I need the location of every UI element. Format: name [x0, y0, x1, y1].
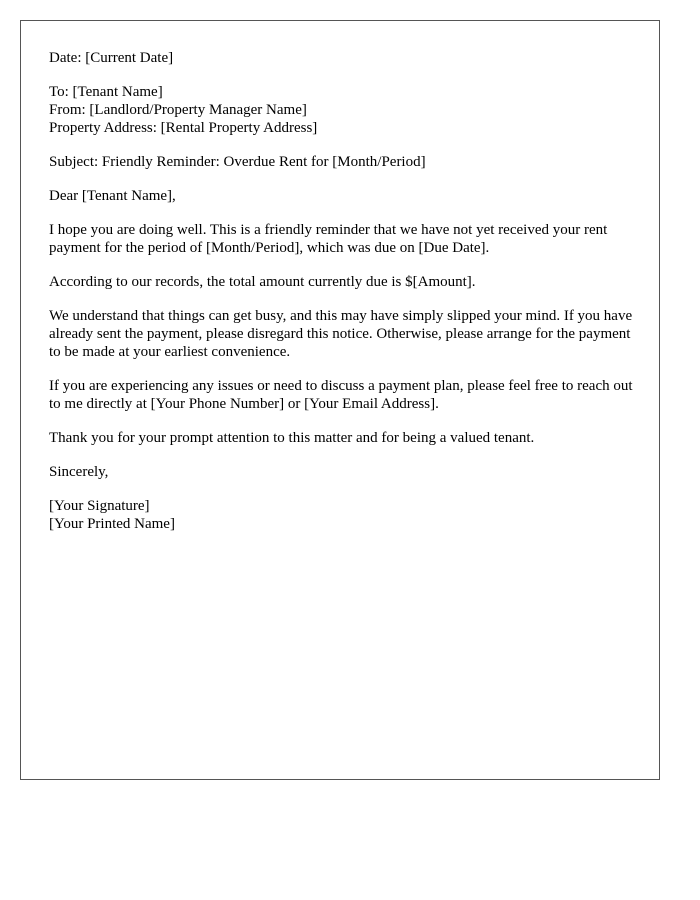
signature-block	[49, 497, 634, 533]
subject-paragraph	[49, 153, 634, 171]
subject-line: Subject: Friendly Reminder: Overdue Rent for [Month/Period]	[49, 154, 426, 170]
signature-line: [Your Signature]	[49, 498, 150, 514]
body-paragraph-4: If you are experiencing any issues or need to discuss a payment plan, please feel free to reach out to me directly at [Your Phone Number] or [Your Email Address].	[49, 378, 633, 412]
to-line: To: [Tenant Name]	[49, 84, 163, 100]
body-paragraph-2: According to our records, the total amount currently due is $[Amount].	[49, 274, 476, 290]
printed-name-line: [Your Printed Name]	[49, 516, 175, 532]
date-paragraph	[49, 49, 634, 67]
letter-frame	[20, 20, 660, 780]
body-paragraph-5: Thank you for your prompt attention to this matter and for being a valued tenant.	[49, 430, 535, 446]
closing: Sincerely,	[49, 464, 109, 480]
property-address-line: Property Address: [Rental Property Address]	[49, 120, 318, 136]
salutation-paragraph	[49, 187, 634, 205]
letter-body	[49, 49, 634, 549]
address-block	[49, 83, 634, 137]
body-paragraph-3: We understand that things can get busy, and this may have simply slipped your mind. If you have already sent the payment, please disregard this notice. Otherwise, please arrange for the payment to be made at your earliest convenience.	[49, 308, 633, 360]
from-line: From: [Landlord/Property Manager Name]	[49, 102, 307, 118]
closing-paragraph	[49, 463, 634, 481]
salutation: Dear [Tenant Name],	[49, 188, 176, 204]
body-paragraph-1: I hope you are doing well. This is a friendly reminder that we have not yet received your rent payment for the period of [Month/Period], which was due on [Due Date].	[49, 222, 608, 256]
date-line: Date: [Current Date]	[49, 50, 174, 66]
